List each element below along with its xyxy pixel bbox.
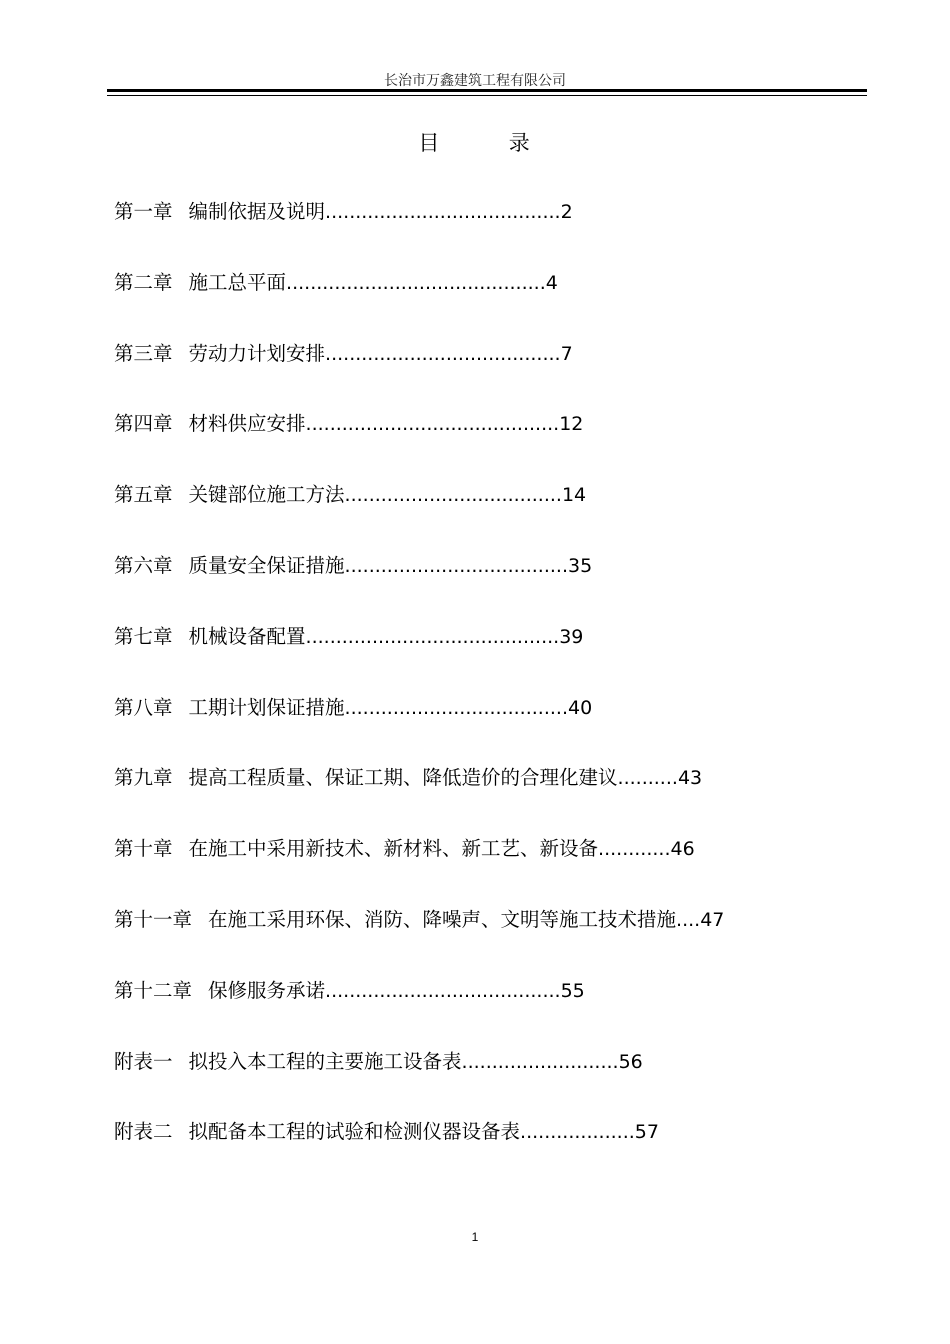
- toc-leader: ....: [676, 908, 701, 931]
- header-rule-thick: [107, 89, 867, 92]
- toc-entry[interactable]: [114, 479, 874, 550]
- toc-entry-title: 保修服务承诺: [208, 978, 326, 1002]
- toc-entry[interactable]: [114, 1116, 874, 1187]
- toc-page-number: 47: [700, 908, 725, 931]
- toc-entry[interactable]: [114, 338, 874, 409]
- toc-title-left: 目: [418, 131, 442, 155]
- toc-entry-title: 材料供应安排: [188, 412, 306, 436]
- toc-leader: ...................: [520, 1121, 635, 1144]
- toc-entry-title: 编制依据及说明: [188, 200, 326, 223]
- toc-chapter: 第五章: [114, 483, 173, 507]
- footer-page-number: 1: [471, 1230, 479, 1244]
- toc-entry[interactable]: [114, 408, 874, 479]
- toc-page-number: 7: [560, 342, 573, 365]
- toc-entry[interactable]: [114, 975, 874, 1046]
- toc-chapter: 第八章: [114, 695, 173, 719]
- toc-chapter: 第九章: [114, 766, 173, 790]
- toc-entry-title: 提高工程质量、保证工期、降低造价的合理化建议: [188, 766, 618, 790]
- toc-chapter: 第三章: [114, 341, 173, 365]
- toc-page-number: 43: [677, 767, 703, 790]
- toc-chapter: 第十二章: [114, 978, 193, 1002]
- toc-entry-title: 关键部位施工方法: [188, 483, 345, 507]
- toc-page-number: 12: [559, 413, 584, 436]
- toc-entry[interactable]: [114, 833, 874, 904]
- toc-entry[interactable]: [114, 196, 874, 267]
- toc-entry[interactable]: [114, 762, 874, 833]
- toc-chapter: 第十一章: [114, 907, 193, 931]
- toc-page-number: 46: [670, 838, 695, 861]
- toc-entry-title: 机械设备配置: [188, 624, 306, 648]
- toc-entry[interactable]: [114, 1046, 874, 1117]
- toc-entry-title: 劳动力计划安排: [188, 341, 326, 365]
- toc-entry[interactable]: [114, 904, 874, 975]
- toc-chapter: 第四章: [114, 412, 173, 436]
- toc-chapter: 附表一: [114, 1049, 173, 1073]
- header-rule-thin: [107, 95, 867, 96]
- toc-leader: ..........................: [461, 1050, 619, 1073]
- toc-entry[interactable]: [114, 550, 874, 621]
- toc-leader: .......................................: [325, 201, 561, 223]
- toc-entry-title: 拟配备本工程的试验和检测仪器设备表: [188, 1120, 521, 1144]
- toc-page-number: 57: [634, 1121, 659, 1144]
- toc-chapter: 第十章: [114, 837, 173, 861]
- toc-page-number: 56: [618, 1050, 643, 1073]
- toc-page-number: 40: [568, 696, 593, 719]
- toc-leader: .......................................: [325, 979, 561, 1002]
- toc-entry-title: 施工总平面: [188, 270, 287, 294]
- toc-leader: ..........................................: [305, 625, 560, 648]
- toc-entry[interactable]: [114, 621, 874, 692]
- toc-chapter: 第七章: [114, 624, 173, 648]
- toc-entry-title: 在施工采用环保、消防、降噪声、文明等施工技术措施: [208, 907, 677, 931]
- toc-page-number: 14: [561, 484, 587, 507]
- toc-leader: ............: [598, 838, 671, 861]
- toc-title-right: 录: [508, 131, 532, 155]
- toc-entry-title: 工期计划保证措施: [188, 695, 345, 719]
- toc-page-number: 39: [559, 625, 584, 648]
- toc-leader: ...........................................: [286, 271, 546, 294]
- toc-leader: .......................................: [325, 342, 561, 365]
- toc-chapter: 第二章: [114, 270, 173, 294]
- document-header: 长治市万鑫建筑工程有限公司: [384, 73, 566, 89]
- toc-leader: ..........................................: [305, 413, 560, 436]
- toc-chapter: 附表二: [114, 1120, 173, 1144]
- toc-page-number: 35: [568, 554, 593, 577]
- toc-page-number: 2: [560, 201, 573, 223]
- toc-leader: .....................................: [344, 554, 568, 577]
- toc-chapter: 第一章: [114, 200, 173, 223]
- toc-title: [0, 127, 950, 157]
- toc-entry-title: 质量安全保证措施: [188, 553, 345, 577]
- toc-page-number: 4: [545, 271, 558, 294]
- toc-leader: .....................................: [344, 696, 568, 719]
- toc-leader: ..........: [617, 767, 678, 790]
- toc-page-number: 55: [560, 979, 585, 1002]
- toc-entry-title: 拟投入本工程的主要施工设备表: [188, 1049, 462, 1073]
- toc-entry[interactable]: [114, 267, 874, 338]
- toc-entry[interactable]: [114, 692, 874, 763]
- toc-entry-title: 在施工中采用新技术、新材料、新工艺、新设备: [188, 837, 599, 861]
- toc-chapter: 第六章: [114, 553, 173, 577]
- toc-leader: ....................................: [344, 484, 562, 507]
- toc-list: [114, 196, 874, 1187]
